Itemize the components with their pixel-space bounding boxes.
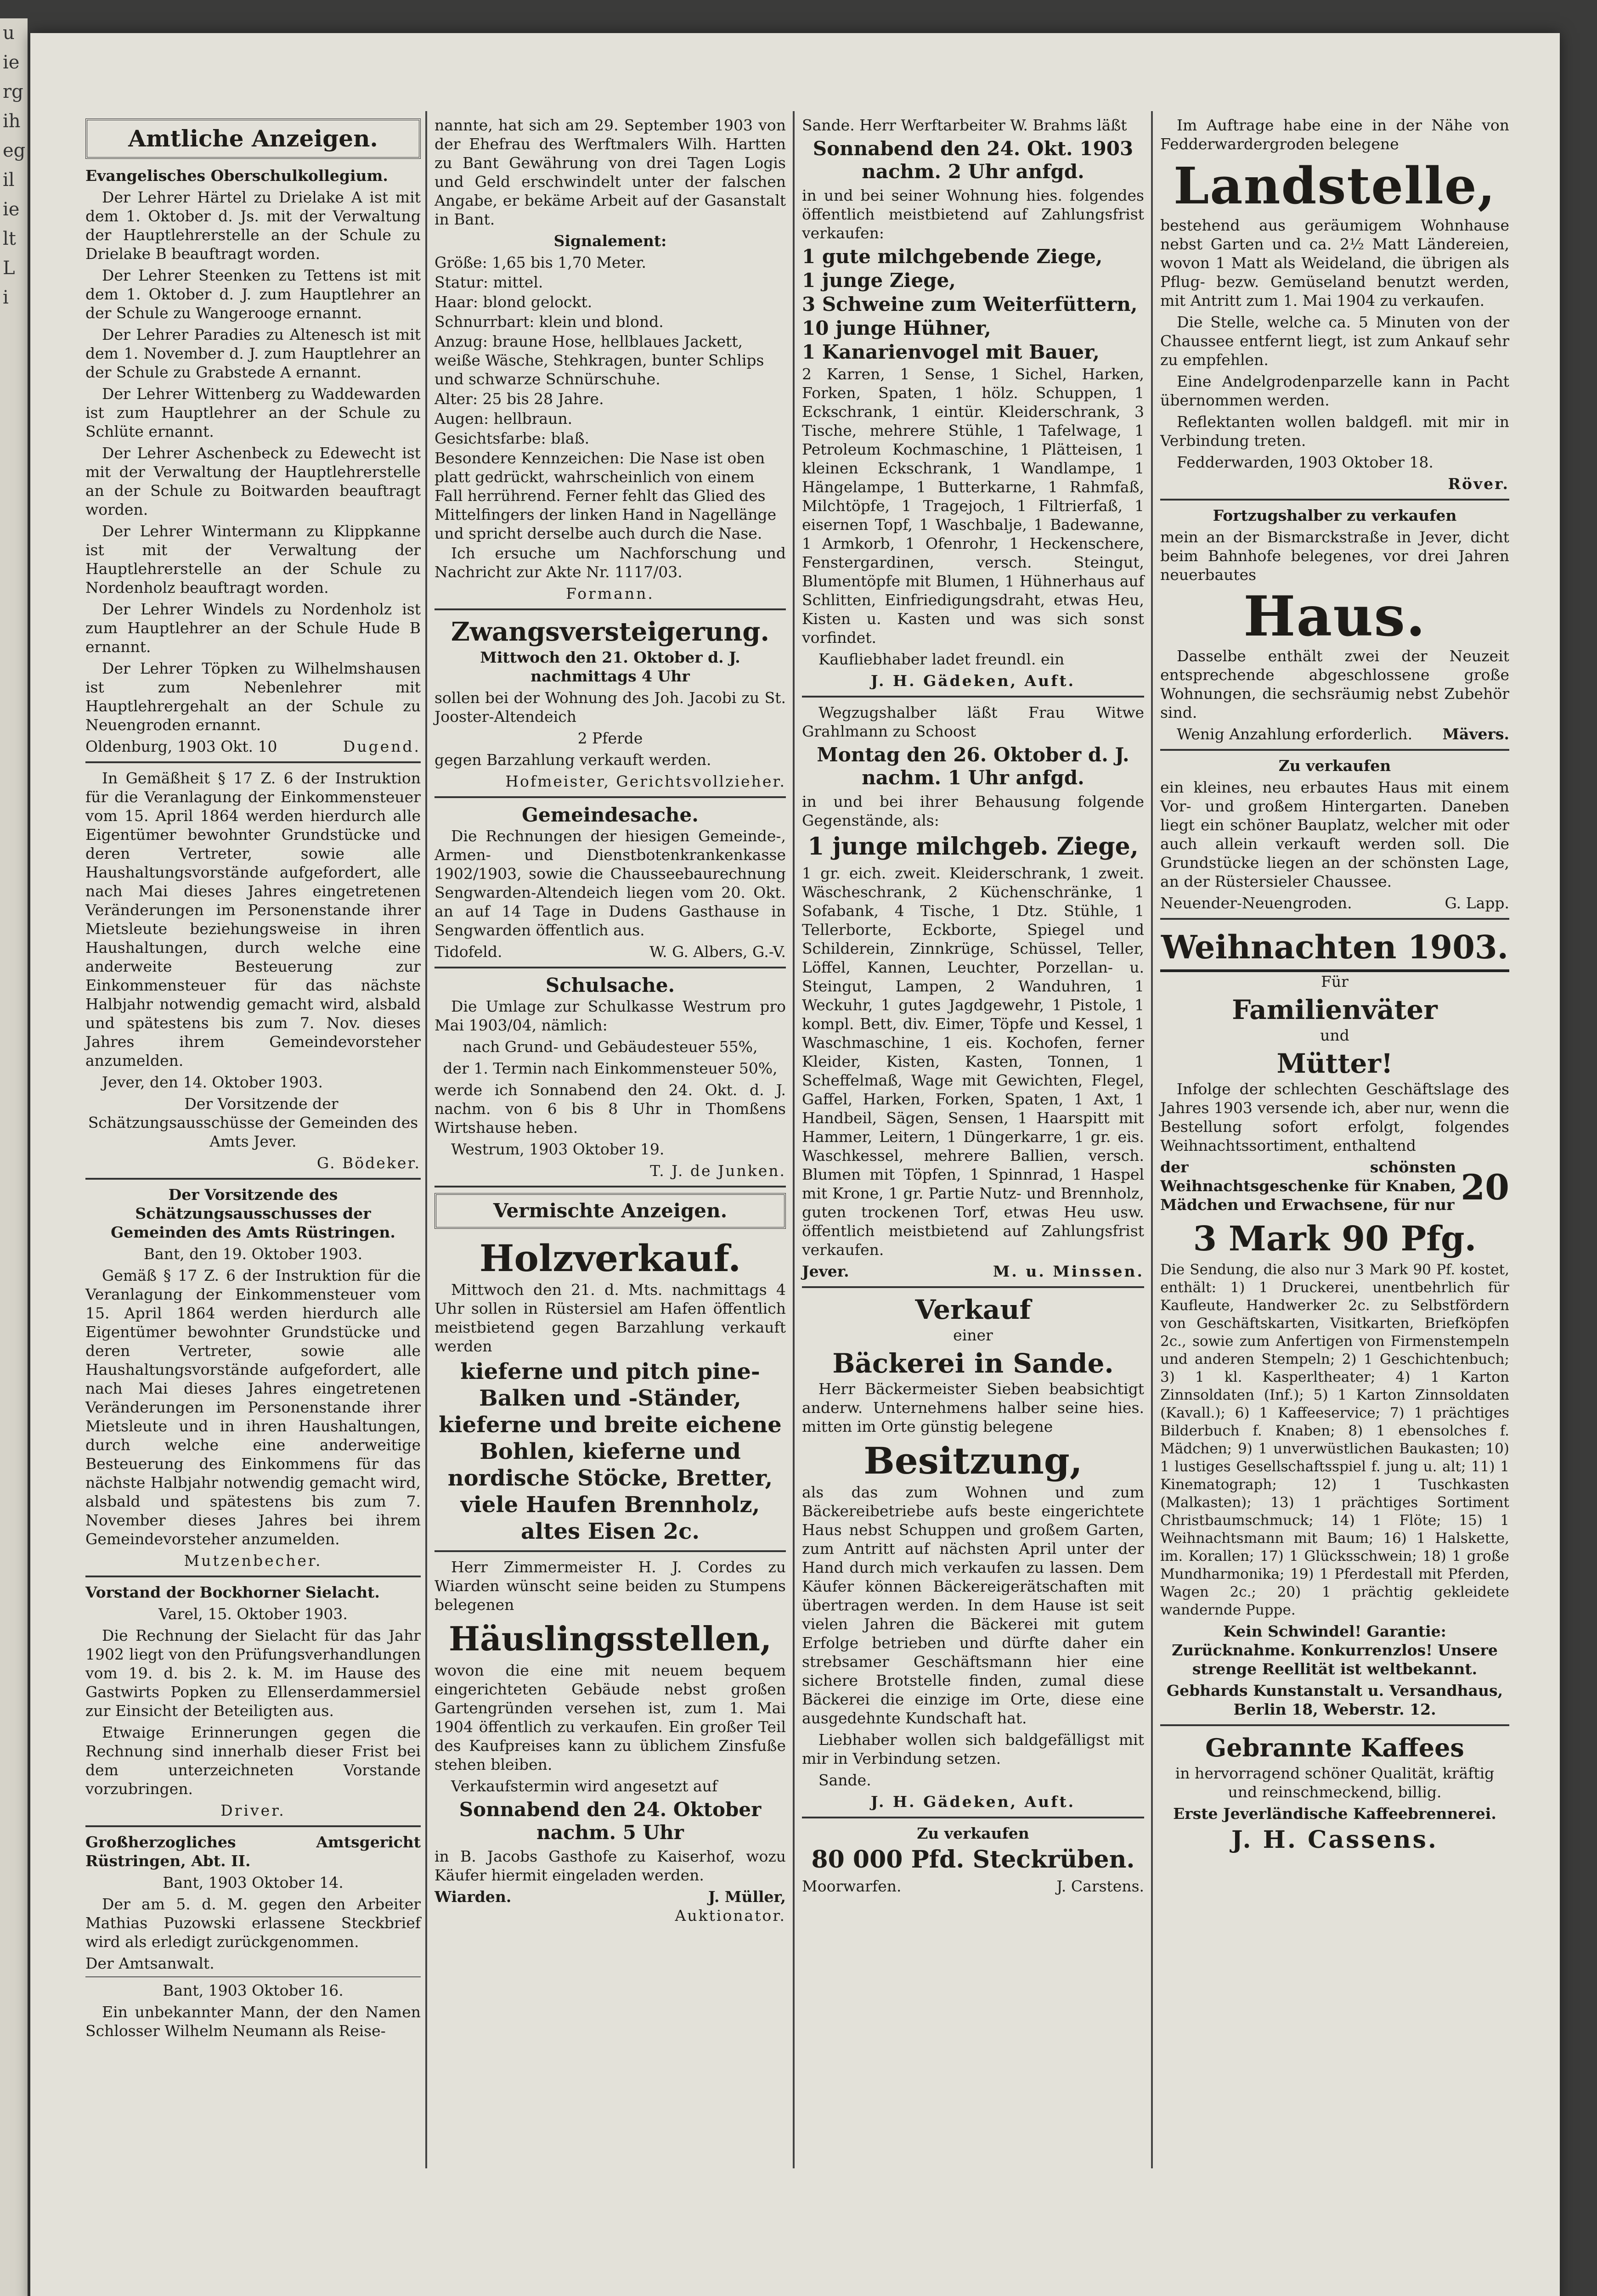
strip-line: L <box>3 258 15 279</box>
notice-signature: Mutzenbecher. <box>184 1552 322 1570</box>
ad-text: ein kleines, neu erbautes Haus mit einem Vor- und großem Hintergarten. Daneben liegt ein schöner Bauplatz, welcher mit oder auch allein verkauft werden soll. Die Grundstücke liegen an der schönsten Lage, an der Rüstersieler Chaussee. <box>1160 778 1509 890</box>
ad-title: Häuslingsstellen, <box>448 1619 772 1658</box>
notice-paragraph: Gemäß § 17 Z. 6 der Instruktion für die Veranlagung der Einkommensteuer vom 15. April 1864 werden hierdurch alle Eigentümer bewohnter Grundstücke und deren Vertreter, sowie alle Haushaltungsvorstände aufgefordert, alle nach Mai dieses Jahres eingetretenen Veränderungen im Personenstande ihrer Mietsleute und in ihren Haushaltungen, durch welche eine anderweitige Besteuerung des Einkommens für das nächste Halbjahr notwendig gemacht wird, alsbald und spätestens bis zum 7. November dieses Jahres bei ihrem Gemeindevorsteher anzumelden. <box>85 1266 421 1548</box>
ad-text: Mittwoch den 21. d. Mts. nachmittags 4 Uhr sollen in Rüstersiel am Hafen öffentlich meistbietend gegen Barzahlung verkauft werden <box>435 1281 786 1355</box>
strip-line: lt <box>3 228 16 249</box>
ad-title: Holzverkauf. <box>479 1237 741 1280</box>
ad-title: Landstelle, <box>1173 156 1496 215</box>
ad-title: Zwangsversteigerung. <box>451 617 770 647</box>
notice-signature: W. G. Albers, G.-V. <box>649 943 786 961</box>
notice-item: der 1. Termin nach Einkommensteuer 50%, <box>443 1059 778 1077</box>
description-item: Anzug: braune Hose, hellblaues Jackett, weiße Wäsche, Stehkragen, bunter Schlips und schwarze Schnürschuhe. <box>435 332 764 388</box>
notice-paragraph: Der Lehrer Wintermann zu Klippkanne ist mit der Verwaltung der Hauptlehrerstelle an der Schule zu Nordenholz beauftragt worden. <box>85 522 421 597</box>
notice-signature: G. Bödeker. <box>316 1154 421 1172</box>
divider <box>1160 918 1509 920</box>
notice-paragraph: Der Lehrer Windels zu Nordenholz ist zum Hauptlehrer an der Schule Hude B ernannt. <box>85 600 421 656</box>
column-1 <box>85 116 421 2214</box>
ad-signature: J. Carstens. <box>1056 1877 1144 1895</box>
notice-heading: Evangelisches Oberschulkollegium. <box>85 167 388 185</box>
notice-date: Oldenburg, 1903 Okt. 10 <box>85 737 277 755</box>
divider <box>85 1576 421 1577</box>
ad-place: Wiarden. <box>435 1888 512 1906</box>
section-title: Amtliche Anzeigen. <box>128 125 378 152</box>
ad-role: Auktionator. <box>675 1907 786 1925</box>
strip-line: eg <box>3 140 26 161</box>
notice-date: Bant, 1903 Oktober 16. <box>163 1981 344 1999</box>
ad-date: Sonnabend den 24. Oktober nachm. 5 Uhr <box>459 1798 762 1844</box>
ad-signature: M. u. Minssen. <box>993 1262 1144 1280</box>
ad-firm: Gebhards Kunstanstalt u. Versandhaus, Berlin 18, Weberstr. 12. <box>1166 1682 1503 1718</box>
ad-item-list: 2 Karren, 1 Sense, 1 Sichel, Harken, Forken, Spaten, 1 hölz. Schuppen, 1 Eckschrank, 1 eintür. Kleiderschrank, 3 Tische, mehrere Stühle, 1 Tafelwage, 1 Petroleum Kochmaschine, 1 Plätteisen, 1 kleinen Eckschrank, 1 Wandlampe, 1 Hängelampe, 1 Butterkarne, 1 Rahmfaß, Milchtöpfe, 1 Tragejoch, 1 Filtrierfaß, 1 eisernen Topf, 1 Waschbalje, 1 Badewanne, 1 Armkorb, 1 Ofenrohr, 1 Heckenschere, Fenstergardinen, versch. Steingut, Blumentöpfe mit Blumen, 1 Hühnerhaus auf Schlitten, Einfriedigungsdraht, etwas Heu, Kisten u. Kasten und was sich sonst vorfindet. <box>802 365 1144 647</box>
notice-date: Jever, den 14. Oktober 1903. <box>102 1073 323 1091</box>
ad-title: Gebrannte Kaffees <box>1205 1733 1464 1762</box>
ad-date: Mittwoch den 21. Oktober d. J. nachmittags 4 Uhr <box>480 648 740 685</box>
ad-text: der schönsten Weihnachtsgeschenke für Knaben, Mädchen und Erwachsene, für nur <box>1160 1158 1456 1214</box>
ad-number: 20 <box>1461 1167 1509 1208</box>
notice-title: Gemeindesache. <box>522 804 699 826</box>
divider <box>435 1550 786 1552</box>
divider <box>435 1186 786 1187</box>
column-rule <box>1151 111 1153 2168</box>
notice-date: Bant, den 19. Oktober 1903. <box>143 1245 363 1263</box>
ad-featured-item: 1 gute milchgebende Ziege, <box>802 245 1103 268</box>
ad-featured-item: 1 junge milchgeb. Ziege, <box>807 833 1139 861</box>
ad-heading: Zu verkaufen <box>917 1824 1029 1842</box>
notice-paragraph: Der Lehrer Wittenberg zu Waddewarden ist zum Hauptlehrer an der Schule zu Schlüte ernannt. <box>85 385 421 440</box>
section-title-box <box>435 1193 786 1229</box>
ad-text: bestehend aus geräumigem Wohnhause nebst Garten und ca. 2½ Matt Ländereien, wovon 1 Matt als Weideland, die übrigen als Pflug- bezw. Gemüseland benutzt werden, mit Antritt zum 1. Mai 1904 zu verkaufen. <box>1160 216 1509 310</box>
ad-item-list: Die Sendung, die also nur 3 Mark 90 Pf. kostet, enthält: 1) 1 Druckerei, unentbehrlich für Kaufleute, Handwerker 2c. zu Selbstfördern von Geschäftskarten, Visitkarten, Briefköpfen 2c., sowie zum Anfertigen von Firmenstempeln und anderen Stempeln; 2) 1 Geschichtenbuch; 3) 1 kl. Kasperltheater; 4) 1 Karton Zinnsoldaten (Inf.); 5) 1 Karton Zinnsoldaten (Kavall.); 6) 1 Kaffeeservice; 7) 1 prächtiges Bilderbuch f. Knaben; 8) 1 ebensolches f. Mädchen; 9) 1 unverwüstlichen Baukasten; 10) 1 lustiges Gesellschaftsspiel f. jung u. alt; 11) 1 Kinematograph; 12) 1 Tuschkasten (Malkasten); 13) 1 prächtiges Sortiment Christbaumschmuck; 14) 1 Flöte; 15) 1 Weihnachtsmann mit Baum; 16) 1 Halskette, im. Korallen; 17) 1 Glücksschwein; 18) 1 große Mundharmonika; 19) 1 Pferdestall mit Pferden, Wagen 2c.; 20) 1 prächtig gekleidete wandernde Puppe. <box>1160 1261 1509 1618</box>
ad-heading: Fortzugshalber zu verkaufen <box>1213 506 1457 524</box>
ad-title: Weihnachten 1903. <box>1160 925 1509 972</box>
notice-paragraph: Der Lehrer Steenken zu Tettens ist mit dem 1. Oktober d. J. zum Hauptlehrer an der Schule zu Wangerooge ernannt. <box>85 266 421 322</box>
ad-signature: Hofmeister, Gerichtsvollzieher. <box>505 772 786 790</box>
ad-text: in und bei seiner Wohnung hies. folgendes öffentlich meistbietend auf Zahlungsfrist verkaufen: <box>802 186 1144 242</box>
ad-text: Kein Schwindel! Garantie: Zurücknahme. Konkurrenzlos! Unsere strenge Reellität ist weltbekannt. <box>1172 1622 1498 1678</box>
notice-signature: T. J. de Junken. <box>650 1162 786 1180</box>
ad-title: Mütter! <box>1276 1048 1393 1079</box>
ad-text: Verkaufstermin wird angesetzt auf <box>451 1777 718 1795</box>
notice-paragraph: Etwaige Erinnerungen gegen die Rechnung sind innerhalb dieser Frist bei dem unterzeichneten Vorstande vorzubringen. <box>85 1723 421 1798</box>
divider <box>85 761 421 763</box>
notice-signature: Dugend. <box>343 737 421 755</box>
ad-text: mein an der Bismarckstraße in Jever, dicht beim Bahnhofe belegenes, vor drei Jahren neuerbautes <box>1160 528 1509 584</box>
ad-featured-item: 1 junge Ziege, <box>802 269 956 292</box>
ad-title: Besitzung, <box>863 1439 1083 1482</box>
notice-item: nach Grund- und Gebäudesteuer 55%, <box>463 1038 758 1056</box>
ad-items: kieferne und pitch pine-Balken und -Ständer, kieferne und breite eichene Bohlen, kieferne und nordische Stöcke, Bretter, viele Haufen Brennholz, altes Eisen 2c. <box>439 1359 782 1544</box>
divider <box>1160 1724 1509 1726</box>
ad-date: Fedderwarden, 1903 Oktober 18. <box>1177 453 1433 471</box>
description-item: Größe: 1,65 bis 1,70 Meter. <box>435 253 646 271</box>
notice-paragraph: Der am 5. d. M. gegen den Arbeiter Mathias Puzowski erlassene Steckbrief wird als erledigt zurückgenommen. <box>85 1895 421 1951</box>
notice-paragraph: Die Rechnungen der hiesigen Gemeinde-, Armen- und Dienstbotenkrankenkasse 1902/1903, sowie die Chausseebaurechnung Sengwarden-Altendeich liegen vom 20. Okt. an auf 14 Tage in Dudens Gasthause in Sengwarden öffentlich aus. <box>435 827 786 939</box>
ad-text: Liebhaber wollen sich baldgefälligst mit mir in Verbindung setzen. <box>802 1731 1144 1767</box>
strip-line: ie <box>3 199 20 220</box>
strip-line: u <box>3 23 15 44</box>
ad-text: Dasselbe enthält zwei der Neuzeit entsprechende abgeschlossene große Wohnungen, die sechsräumig nebst Zubehör sind. <box>1160 647 1509 721</box>
ad-signature: Mävers. <box>1442 725 1509 743</box>
divider <box>1160 499 1509 501</box>
ad-item: 2 Pferde <box>577 729 643 747</box>
column-rule <box>425 111 427 2168</box>
ad-place: Sande. <box>818 1771 871 1789</box>
section-title: Vermischte Anzeigen. <box>493 1199 728 1222</box>
notice-paragraph: Der Lehrer Töpken zu Wilhelmshausen ist zum Nebenlehrer mit Hauptlehrergehalt an der Schule zu Neuengroden ernannt. <box>85 659 421 734</box>
description-item: Statur: mittel. <box>435 273 543 291</box>
ad-text: Für <box>1321 973 1349 990</box>
notice-signature: Der Amtsanwalt. <box>85 1954 214 1972</box>
notice-paragraph: Die Rechnung der Sielacht für das Jahr 1902 liegt von den Prüfungsverhandlungen vom 19. d. bis 2. k. M. im Hause des Gastwirts Popken zu Ellenserdammersiel zur Einsicht der Beteiligten aus. <box>85 1626 421 1720</box>
divider <box>802 1286 1144 1288</box>
notice-date: Varel, 15. Oktober 1903. <box>158 1605 348 1623</box>
strip-line: ie <box>3 52 20 73</box>
ad-price: 3 Mark 90 Pfg. <box>1193 1219 1477 1259</box>
ad-date: Sonnabend den 24. Okt. 1903 nachm. 2 Uhr anfgd. <box>813 137 1134 183</box>
ad-place: Moorwarfen. <box>802 1877 902 1895</box>
notice-paragraph: Ich ersuche um Nachforschung und Nachricht zur Akte Nr. 1117/03. <box>435 544 786 581</box>
ad-text: und <box>1320 1026 1349 1044</box>
ad-title: Haus. <box>1243 584 1426 649</box>
description-item: Schnurrbart: klein und blond. <box>435 313 664 331</box>
description-item: Augen: hellbraun. <box>435 410 573 428</box>
notice-paragraph: Die Umlage zur Schulkasse Westrum pro Mai 1903/04, nämlich: <box>435 997 786 1034</box>
adjacent-page-strip <box>0 18 28 2296</box>
description-item: Alter: 25 bis 28 Jahre. <box>435 390 604 408</box>
ad-text: wovon die eine mit neuem bequem eingerichteten Gebäude nebst großen Gartengründen versehen ist, zum 1. Mai 1904 öffentlich zu verkaufen. Ein großer Teil des Kaufpreises kann zu üblichem Zinsfuße stehen bleiben. <box>435 1661 786 1773</box>
strip-line: il <box>3 169 15 191</box>
notice-paragraph: Ein unbekannter Mann, der den Namen Schlosser Wilhelm Neumann als Reise- <box>85 2003 421 2040</box>
ad-text: Reflektanten wollen baldgefl. mit mir in Verbindung treten. <box>1160 413 1509 450</box>
ad-signature: J. H. Gädeken, Auft. <box>870 1793 1076 1811</box>
ad-text: Infolge der schlechten Geschäftslage des Jahres 1903 versende ich, aber nur, wenn die Bestellung sofort erfolgt, folgendes Weihnachtssortiment, enthaltend <box>1160 1080 1509 1154</box>
ad-featured-item: 3 Schweine zum Weiterfüttern, <box>802 293 1138 315</box>
ad-text: Sande. Herr Werftarbeiter W. Brahms läßt <box>802 116 1127 134</box>
strip-line: ih <box>3 111 21 132</box>
ad-signature: Röver. <box>1448 475 1509 493</box>
description-item: Gesichtsfarbe: blaß. <box>435 429 590 447</box>
ad-subtitle: Bäckerei in Sande. <box>832 1348 1114 1379</box>
ad-place: Neuender-Neuengroden. <box>1160 894 1352 912</box>
newspaper-page <box>30 33 1560 2296</box>
ad-text: in und bei ihrer Behausung folgende Gegenstände, als: <box>802 793 1144 829</box>
description-item: Besondere Kennzeichen: Die Nase ist oben platt gedrückt, wahrscheinlich von einem Fall herrührend. Ferner fehlt das Glied des Mittelfingers der linken Hand in Nagellänge und spricht derselbe auch durch die Nase. <box>435 449 777 542</box>
ad-text: Herr Bäckermeister Sieben beabsichtigt anderw. Unternehmens halber seine hies. mitten im Orte günstig belegene <box>802 1380 1144 1435</box>
notice-paragraph: nannte, hat sich am 29. September 1903 von der Ehefrau des Werftmalers Wilh. Hartten zu Bant Gewährung von drei Tagen Logis und Geld erschwindelt unter der falschen Angabe, er bekäme Arbeit auf der Gasanstalt in Bant. <box>435 116 786 228</box>
notice-signature: Driver. <box>220 1801 286 1819</box>
notice-paragraph: Der Lehrer Aschenbeck zu Edewecht ist mit der Verwaltung der Hauptlehrerstelle an der Schule zu Boitwarden beauftragt worden. <box>85 444 421 518</box>
ad-title: Familienväter <box>1232 994 1438 1025</box>
notice-title: Schulsache. <box>545 974 675 996</box>
ad-heading: Zu verkaufen <box>1278 757 1391 775</box>
ad-text: sollen bei der Wohnung des Joh. Jacobi zu St. Jooster-Altendeich <box>435 689 786 726</box>
ad-signature: J. Müller, <box>708 1888 786 1906</box>
ad-signature: J. H. Gädeken, Auft. <box>870 672 1076 690</box>
strip-line: i <box>3 287 9 308</box>
notice-paragraph: Der Lehrer Härtel zu Drielake A ist mit dem 1. Oktober d. Js. mit der Verwaltung der Hauptlehrerstelle an der Schule zu Drielake B beauftragt worden. <box>85 188 421 263</box>
ad-text: Herr Zimmermeister H. J. Cordes zu Wiarden wünscht seine beiden zu Stumpens belegenen <box>435 1558 786 1614</box>
notice-signature: Formann. <box>566 585 655 602</box>
notice-place: Tidofeld. <box>435 943 502 961</box>
divider <box>85 1178 421 1180</box>
ad-signature: G. Lapp. <box>1445 894 1509 912</box>
strip-line: rg <box>3 81 23 102</box>
ad-text: einer <box>953 1326 993 1344</box>
ad-featured-list <box>802 245 1144 364</box>
ad-text: gegen Barzahlung verkauft werden. <box>435 751 711 769</box>
column-rule <box>793 111 795 2168</box>
divider <box>85 1976 421 1977</box>
ad-featured-item: 10 junge Hühner, <box>802 317 991 339</box>
ad-place: Jever. <box>802 1262 849 1280</box>
divider <box>85 1825 421 1827</box>
notice-heading: Signalement: <box>553 232 667 250</box>
ad-signature: J. H. Cassens. <box>1231 1826 1438 1854</box>
ad-text: Im Auftrage habe eine in der Nähe von Fedderwardergroden belegene <box>1160 116 1509 153</box>
divider <box>435 608 786 610</box>
divider <box>435 796 786 798</box>
column-2 <box>435 116 786 2214</box>
ad-text: Die Stelle, welche ca. 5 Minuten von der Chaussee entfernt liegt, ist zum Ankauf sehr zu empfehlen. <box>1160 313 1509 369</box>
notice-paragraph: In Gemäßheit § 17 Z. 6 der Instruktion für die Veranlagung der Einkommensteuer vom 15. April 1864 werden hierdurch alle Eigentümer bewohnter Grundstücke und deren Vertreter, sowie alle Haushaltungsvorstände aufgefordert, alle nach Mai dieses Jahres eingetretenen Veränderungen im Personenstande ihrer Mietsleute beziehungsweise in ihren Haushaltungen, durch welche eine anderweite Besteuerung zur Einkommensteuer für das nächste Halbjahr notwendig gemacht wird, alsbald und spätestens bis zum 7. Nov. dieses Jahres ihrem Gemeindevorsteher anzumelden. <box>85 769 421 1069</box>
description-list <box>435 253 786 543</box>
description-item: Haar: blond gelockt. <box>435 293 593 311</box>
ad-text: in B. Jacobs Gasthofe zu Kaiserhof, wozu Käufer hiermit eingeladen werden. <box>435 1847 786 1884</box>
ad-item-list: 1 gr. eich. zweit. Kleiderschrank, 1 zweit. Wäscheschrank, 2 Küchenschränke, 1 Sofabank, 4 Tische, 1 Dtz. Stühle, 1 Tellerborte, Eckborte, Spiegel und Schilderein, Zinnkrüge, Schüssel, Teller, Löffel, Kannen, Leuchter, Porzellan- u. Steingut, Lampen, 2 Wanduhren, 1 Weckuhr, 1 gutes Jagdgewehr, 1 Pistole, 1 kompl. Bett, div. Eimer, Töpfe und Kessel, 1 Waschmaschine, 1 eis. Kochofen, ferner Kleider, Kisten, Kasten, Tonnen, 1 Scheffelmaß, Wage mit Gewichten, Flegel, Gaffel, Harken, Forken, Spaten, 1 Axt, 1 Handbeil, Sägen, Sensen, 1 Haarspitt mit Hammer, Leitern, 1 Düngerkarre, 1 gr. eis. Waschkessel, mehrere Ballien, versch. Blumen mit Töpfen, 1 Spinnrad, 1 Haspel mit Krone, 1 gr. Partie Nutz- und Brennholz, guten trockenen Torf, etwas Heu usw. öffentlich meistbietend auf Zahlungsfrist verkaufen. <box>802 864 1144 1259</box>
ad-date: Montag den 26. Oktober d. J. nachm. 1 Uhr anfgd. <box>817 743 1129 789</box>
ad-text: Eine Andelgrodenparzelle kann in Pacht übernommen werden. <box>1160 372 1509 409</box>
notice-date: Westrum, 1903 Oktober 19. <box>451 1140 665 1158</box>
notice-date: Bant, 1903 Oktober 14. <box>163 1874 344 1891</box>
ad-text: als das zum Wohnen und zum Bäckereibetriebe aufs beste eingerichtete Haus nebst Schuppen und großem Garten, zum Antritt auf nächsten April unter der Hand durch mich verkaufen zu lassen. Dem Käufer können Bäckereigerätschaften mit übertragen werden. In dem Hause ist seit vielen Jahren die Bäckerei mit gutem Erfolge betrieben und dürfte daher ein strebsamer Geschäftsmann hier eine sichere Brotstelle finden, zumal diese Bäckerei die einzige im Orte, diese eine ausgedehnte Kundschaft hat. <box>802 1483 1144 1727</box>
ad-text: Wegzugshalber läßt Frau Witwe Grahlmann zu Schoost <box>802 703 1144 740</box>
notice-paragraph: werde ich Sonnabend den 24. Okt. d. J. nachm. von 6 bis 8 Uhr in Thomßens Wirtshause heben. <box>435 1081 786 1137</box>
divider <box>435 967 786 968</box>
notice-paragraph: Der Lehrer Paradies zu Altenesch ist mit dem 1. November d. J. zum Hauptlehrer an der Schule zu Grabstede A ernannt. <box>85 326 421 381</box>
notice-heading: Vorstand der Bockhorner Sielacht. <box>85 1583 380 1601</box>
ad-featured-item: 1 Kanarienvogel mit Bauer, <box>802 341 1100 363</box>
ad-title: 80 000 Pfd. Steckrüben. <box>811 1846 1135 1874</box>
notice-authority: Der Vorsitzende der Schätzungsausschüsse der Gemeinden des Amts Jever. <box>88 1095 418 1150</box>
notice-heading: Großherzogliches Amtsgericht Rüstringen, Abt. II. <box>85 1833 421 1870</box>
column-3 <box>802 116 1144 2214</box>
section-title-box <box>85 118 421 159</box>
ad-title: Verkauf <box>915 1294 1031 1325</box>
divider <box>1160 749 1509 751</box>
ad-text: Wenig Anzahlung erforderlich. <box>1177 725 1413 743</box>
notice-heading: Der Vorsitzende des Schätzungsausschusses der Gemeinden des Amts Rüstringen. <box>111 1186 395 1241</box>
divider <box>802 696 1144 698</box>
divider <box>802 1817 1144 1818</box>
ad-text: Kaufliebhaber ladet freundl. ein <box>818 650 1065 668</box>
ad-text: in hervorragend schöner Qualität, kräftig und reinschmeckend, billig. <box>1175 1764 1495 1801</box>
column-4 <box>1160 116 1509 2214</box>
ad-firm: Erste Jeverländische Kaffeebrennerei. <box>1173 1805 1496 1823</box>
